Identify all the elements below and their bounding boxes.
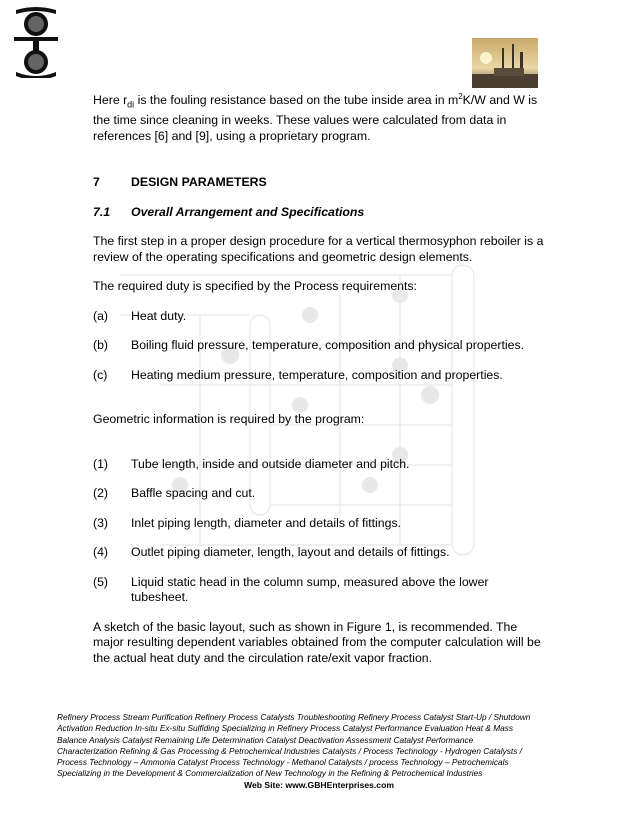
list-marker: (3) xyxy=(93,515,109,530)
list-text: Liquid static head in the column sump, measured above the lower tubesheet. xyxy=(131,574,489,605)
section-title: DESIGN PARAMETERS xyxy=(131,175,267,190)
list-item xyxy=(93,545,545,561)
subsection-title: Overall Arrangement and Specifications xyxy=(131,204,365,219)
list-item xyxy=(93,368,545,384)
footer-line: Process Technology – Ammonia Catalyst Process Technology - Methanol Catalysts / process Technology – Petrochemicals xyxy=(57,757,509,768)
company-logo xyxy=(12,6,60,78)
footer-line: Characterization Refining & Gas Processing & Petrochemical Industries Catalysts / Process Technology - Hydrogen Catalysts / xyxy=(57,745,522,756)
list-text: Heat duty. xyxy=(131,308,187,323)
subsection-number: 7.1 xyxy=(93,204,111,219)
intro-text-start: Here r xyxy=(93,93,128,108)
refinery-photo xyxy=(472,38,538,88)
list-marker: (c) xyxy=(93,367,108,382)
footer-line: Refinery Process Stream Purification Refinery Process Catalysts Troubleshooting Refinery Process Catalyst Start-Up / Shutdown xyxy=(57,712,531,722)
paragraph-design-procedure: The first step in a proper design procedure for a vertical thermosyphon reboiler is a review of the operating specifications and geometric design elements. xyxy=(93,234,544,264)
list-item xyxy=(93,516,545,532)
area-superscript: 2 xyxy=(458,92,463,101)
list-item xyxy=(93,486,545,502)
list-marker: (a) xyxy=(93,308,109,323)
list-marker: (5) xyxy=(93,574,109,589)
paragraph-basic-layout: A sketch of the basic layout, such as shown in Figure 1, is recommended. The major resulting dependent variables obtained from the computer calculation will be the actual heat duty and the circulation rate/exit vapor fraction. xyxy=(93,619,541,665)
paragraph-geometric-info: Geometric information is required by the program: xyxy=(93,412,365,427)
section-heading xyxy=(93,175,545,191)
main-content xyxy=(93,89,545,666)
intro-paragraph xyxy=(93,89,545,144)
list-text: Boiling fluid pressure, temperature, composition and physical properties. xyxy=(131,338,525,353)
list-item xyxy=(93,338,545,354)
footer-line: Activation Reduction In-situ Ex-situ Sulfiding Specializing in Refinery Process Catalyst Performance Evaluation Heat & Mass xyxy=(57,723,514,734)
subsection-heading xyxy=(93,205,545,221)
list-marker: (1) xyxy=(93,456,109,471)
intro-text-end: K/W and W is the time since cleaning in weeks. These values were calculated from data in references [6] and [9], using a proprietary program. xyxy=(93,93,538,143)
list-marker: (b) xyxy=(93,338,109,353)
list-text: Baffle spacing and cut. xyxy=(131,486,256,501)
list-text: Heating medium pressure, temperature, composition and properties. xyxy=(131,367,503,382)
list-item xyxy=(93,457,545,473)
footer-line: Specializing in the Development & Commercialization of New Technology in the Refining & Petrochemical Industries xyxy=(57,768,483,779)
website-link[interactable]: Web Site: www.GBHEnterprises.com xyxy=(244,780,394,790)
list-marker: (2) xyxy=(93,486,109,501)
list-item xyxy=(93,309,545,325)
footer-services-text xyxy=(57,712,557,780)
list-text: Inlet piping length, diameter and details of fittings. xyxy=(131,515,402,530)
list-item xyxy=(93,575,545,606)
list-text: Outlet piping diameter, length, layout and details of fittings. xyxy=(131,545,450,560)
fouling-subscript: di xyxy=(127,99,135,110)
footer-line: Balance Analysis Catalyst Remaining Life Determination Catalyst Deactivation Assessment Catalyst Performance xyxy=(57,734,474,745)
intro-text-middle: is the fouling resistance based on the tube inside area in m xyxy=(134,93,459,108)
list-text: Tube length, inside and outside diameter and pitch. xyxy=(131,456,410,471)
paragraph-required-duty: The required duty is specified by the Process requirements: xyxy=(93,279,417,294)
section-number: 7 xyxy=(93,175,100,190)
list-marker: (4) xyxy=(93,545,109,560)
